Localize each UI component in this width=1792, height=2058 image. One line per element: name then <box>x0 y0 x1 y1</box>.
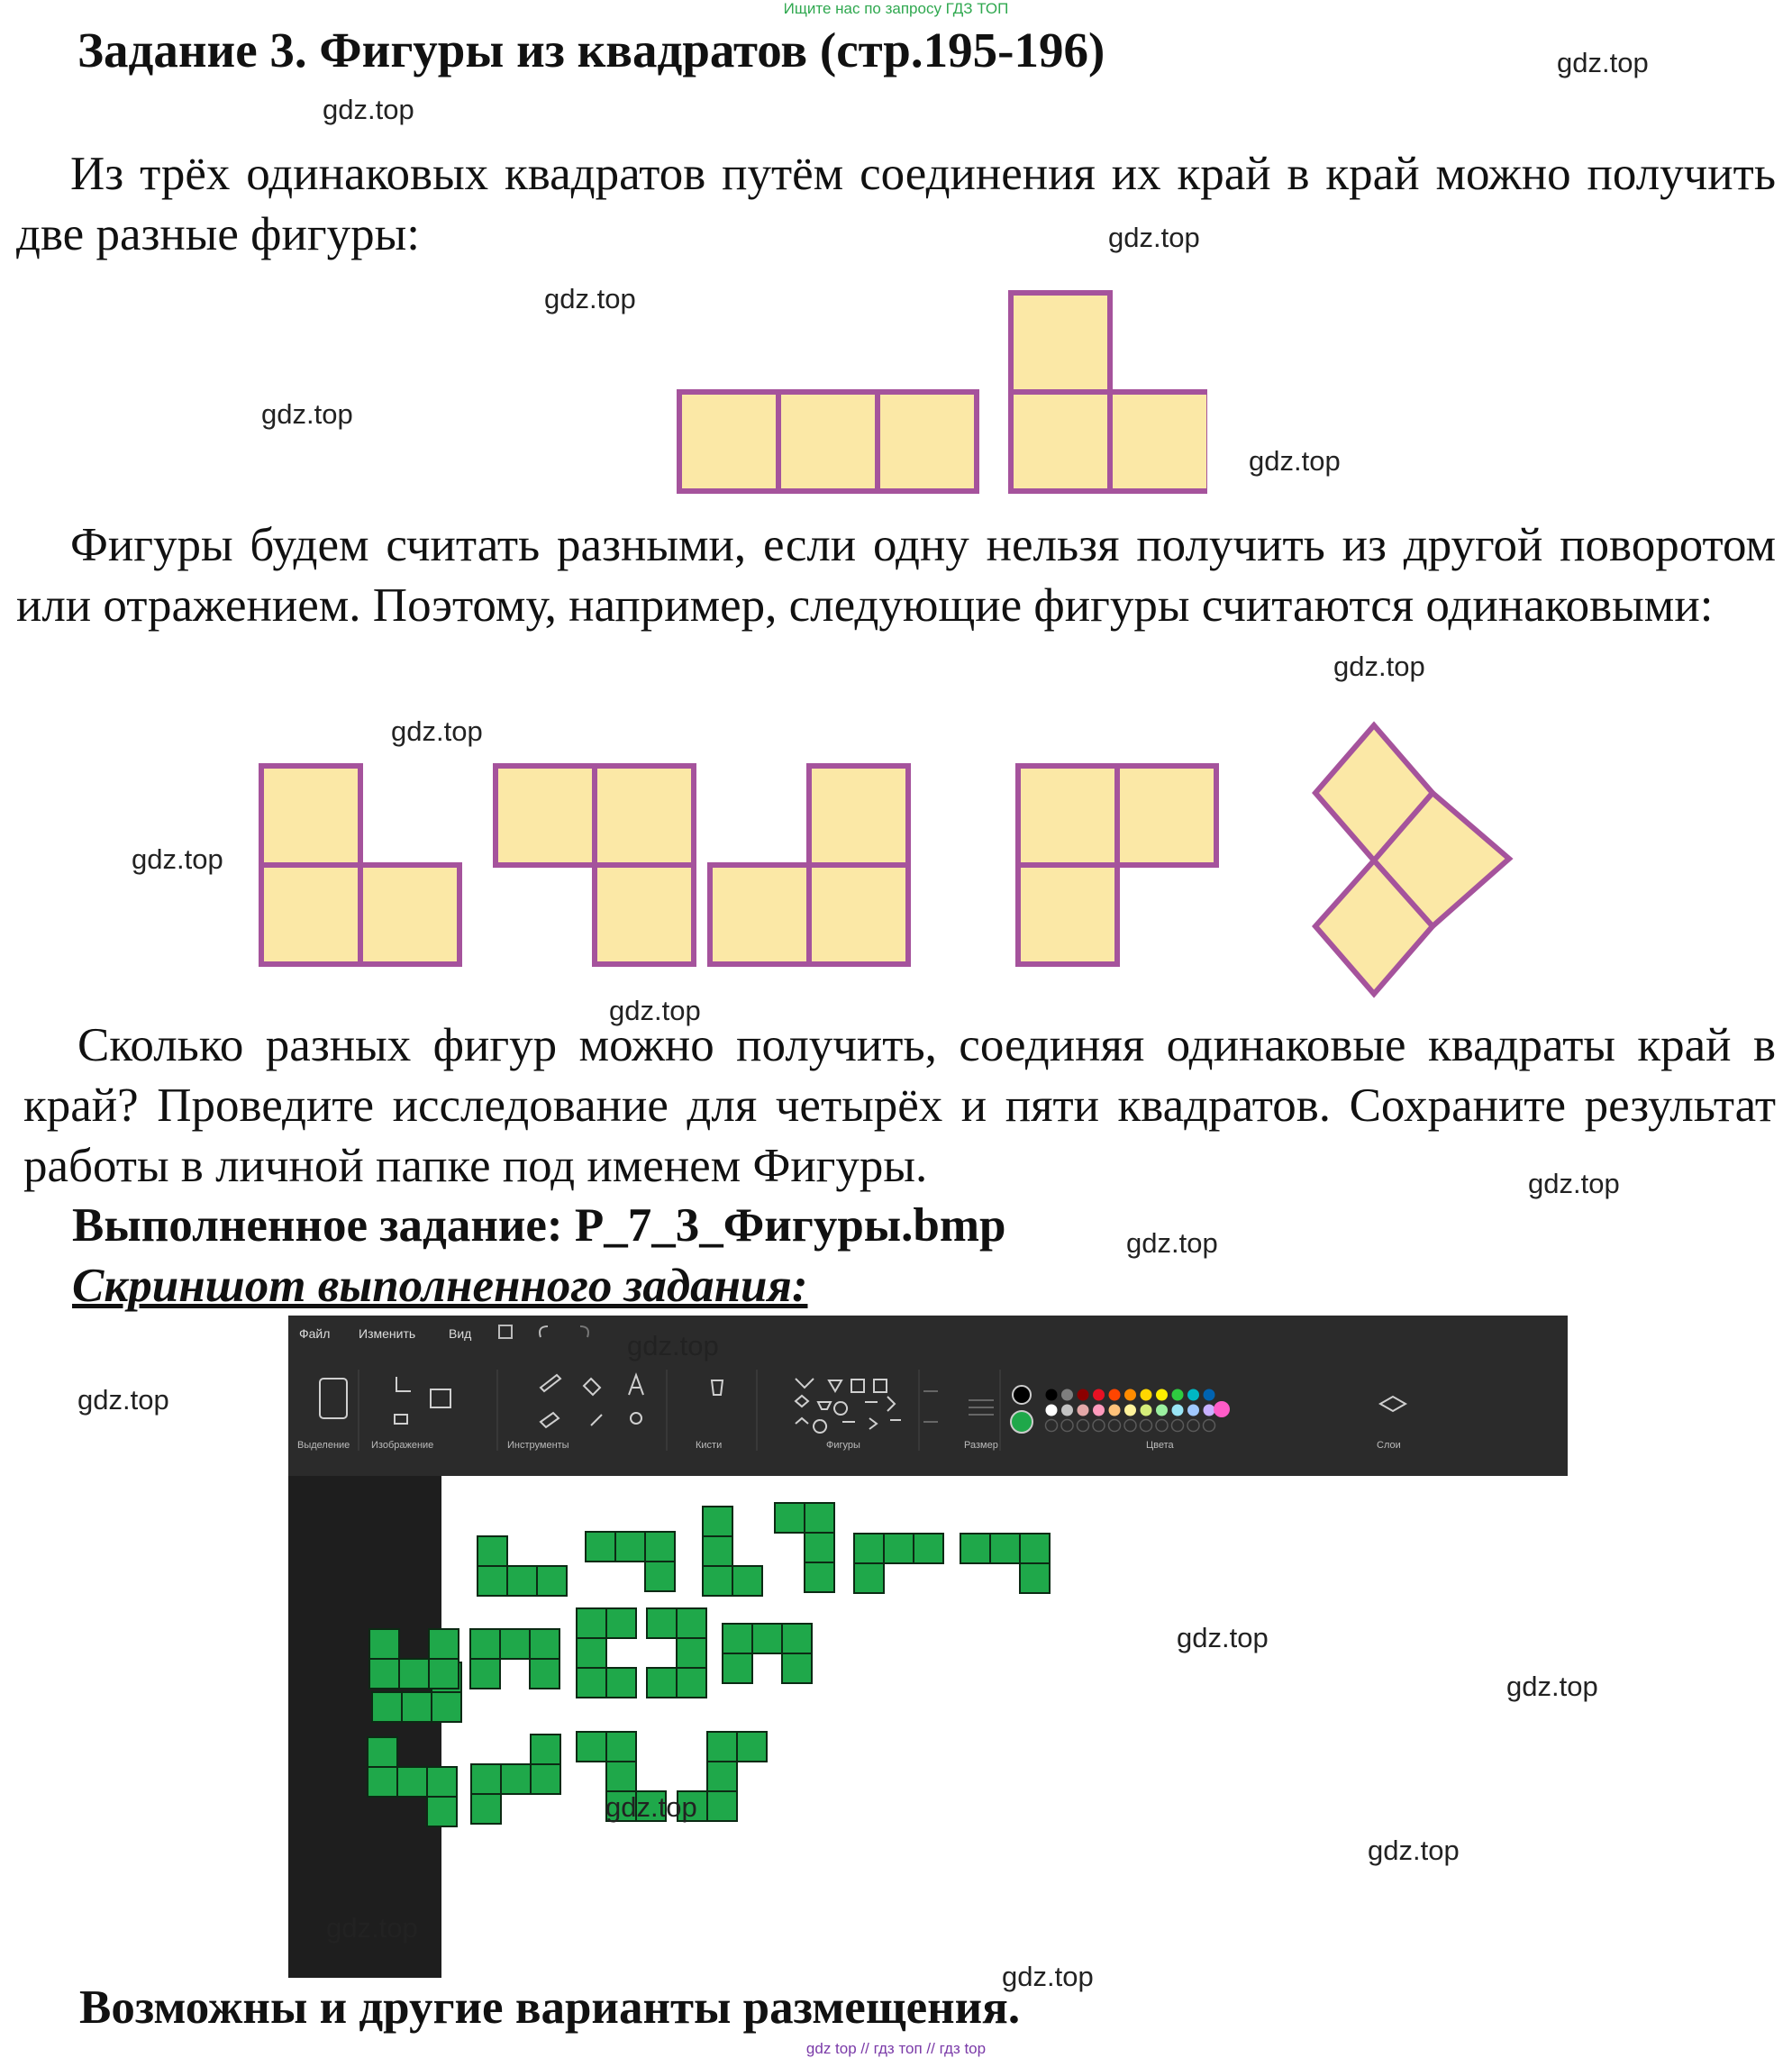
watermark: gdz.top <box>1249 445 1341 477</box>
square <box>261 766 360 865</box>
green-square <box>501 1764 531 1794</box>
green-square <box>703 1536 732 1566</box>
green-square <box>677 1638 706 1668</box>
green-square <box>432 1692 461 1722</box>
green-square <box>577 1608 606 1638</box>
green-square <box>537 1566 567 1596</box>
square <box>360 865 459 964</box>
green-square <box>606 1668 636 1698</box>
primary-color[interactable] <box>1013 1386 1031 1404</box>
square <box>778 392 878 491</box>
green-square <box>397 1767 427 1797</box>
paragraph-3: Сколько разных фигур можно получить, соединяя одинаковые квадраты край в край? Проведите исследование для четырёх и пяти квадратов. Сохраните результат работы в личной папке под именем Фигуры. <box>23 1019 1776 1192</box>
color-swatch[interactable] <box>1078 1389 1089 1401</box>
green-square <box>854 1534 884 1563</box>
color-swatch[interactable] <box>1061 1405 1073 1416</box>
green-square <box>914 1534 943 1563</box>
square <box>1011 392 1110 491</box>
square <box>496 766 595 865</box>
color-swatch[interactable] <box>1124 1405 1136 1416</box>
group-layers-label: Слои <box>1377 1440 1401 1451</box>
color-swatch[interactable] <box>1124 1389 1136 1401</box>
green-square <box>606 1762 636 1791</box>
color-swatch[interactable] <box>1093 1405 1105 1416</box>
header-note: Ищите нас по запросу ГДЗ ТОП <box>783 0 1009 17</box>
group-image-label: Изображение <box>371 1440 434 1451</box>
green-square <box>369 1659 399 1689</box>
watermark: gdz.top <box>391 715 483 747</box>
watermark: gdz.top <box>1002 1961 1094 1992</box>
color-swatch[interactable] <box>1061 1389 1073 1401</box>
green-square <box>707 1732 737 1762</box>
group-colors-label: Цвета <box>1146 1440 1174 1451</box>
green-square <box>960 1534 990 1563</box>
green-square <box>369 1629 399 1659</box>
green-square <box>429 1659 459 1689</box>
green-square <box>752 1624 782 1653</box>
green-square <box>732 1566 762 1596</box>
green-square <box>1020 1563 1050 1593</box>
paint-screenshot <box>288 1316 1568 1978</box>
color-swatch[interactable] <box>1078 1405 1089 1416</box>
watermark: gdz.top <box>627 1330 719 1361</box>
screenshot-label: Скриншот выполненного задания: <box>72 1260 808 1312</box>
green-square <box>500 1629 530 1659</box>
secondary-color[interactable] <box>1011 1411 1032 1433</box>
green-square <box>805 1562 834 1592</box>
green-square <box>707 1791 737 1821</box>
menu-edit[interactable]: Изменить <box>359 1326 416 1341</box>
watermark: gdz.top <box>1506 1671 1598 1702</box>
color-swatch[interactable] <box>1109 1405 1121 1416</box>
square <box>878 392 977 491</box>
green-square <box>677 1608 706 1638</box>
group-tools-label: Инструменты <box>507 1440 569 1451</box>
green-square <box>577 1732 606 1762</box>
watermark: gdz.top <box>1177 1622 1269 1653</box>
green-square <box>470 1629 500 1659</box>
green-square <box>427 1797 457 1826</box>
watermark: gdz.top <box>132 843 223 875</box>
green-square <box>531 1764 560 1794</box>
watermark: gdz.top <box>544 283 636 314</box>
paint-toolbar <box>288 1316 1568 1476</box>
green-square <box>478 1536 507 1566</box>
green-square <box>1020 1534 1050 1563</box>
green-square <box>470 1659 500 1689</box>
watermark: gdz.top <box>1368 1835 1460 1866</box>
figure-trominoes <box>667 284 1207 500</box>
square <box>1110 392 1207 491</box>
green-square <box>586 1532 615 1562</box>
color-swatch[interactable] <box>1204 1389 1215 1401</box>
green-square <box>854 1563 884 1593</box>
green-square <box>531 1735 560 1764</box>
green-square <box>577 1668 606 1698</box>
color-swatch[interactable] <box>1172 1405 1184 1416</box>
color-swatch[interactable] <box>1141 1405 1152 1416</box>
watermark: gdz.top <box>1126 1227 1218 1259</box>
green-square <box>782 1624 812 1653</box>
green-square <box>677 1668 706 1698</box>
green-square <box>471 1794 501 1824</box>
green-square <box>884 1534 914 1563</box>
watermark: gdz.top <box>609 995 701 1026</box>
green-square <box>647 1668 677 1698</box>
green-square <box>368 1767 397 1797</box>
color-swatch[interactable] <box>1046 1405 1058 1416</box>
green-square <box>805 1533 834 1562</box>
green-square <box>530 1659 559 1689</box>
watermark: gdz.top <box>605 1791 697 1823</box>
green-square <box>372 1692 402 1722</box>
footer-note: gdz top // гдз топ // гдз top <box>805 2040 987 2057</box>
square <box>809 865 908 964</box>
color-swatch[interactable] <box>1172 1389 1184 1401</box>
color-swatch[interactable] <box>1046 1389 1058 1401</box>
color-swatch[interactable] <box>1141 1389 1152 1401</box>
green-square <box>402 1692 432 1722</box>
watermark: gdz.top <box>326 1912 418 1944</box>
green-square <box>429 1629 459 1659</box>
green-square <box>723 1624 752 1653</box>
watermark: gdz.top <box>77 1384 169 1416</box>
menu-file[interactable]: Файл <box>299 1326 331 1341</box>
color-swatch[interactable] <box>1187 1405 1199 1416</box>
square <box>710 865 809 964</box>
green-square <box>805 1503 834 1533</box>
green-square <box>775 1503 805 1533</box>
watermark: gdz.top <box>323 94 414 125</box>
color-swatch[interactable] <box>1204 1405 1215 1416</box>
green-square <box>990 1534 1020 1563</box>
watermark: gdz.top <box>1333 651 1425 682</box>
edit-colors-icon[interactable] <box>1214 1401 1230 1417</box>
green-square <box>478 1566 507 1596</box>
green-square <box>427 1767 457 1797</box>
color-swatch[interactable] <box>1156 1405 1168 1416</box>
green-square <box>737 1732 767 1762</box>
watermark: gdz.top <box>1528 1168 1620 1199</box>
green-square <box>606 1732 636 1762</box>
color-swatch[interactable] <box>1093 1389 1105 1401</box>
green-square <box>606 1608 636 1638</box>
green-square <box>507 1566 537 1596</box>
square <box>809 766 908 865</box>
square <box>261 865 360 964</box>
square <box>1018 766 1117 865</box>
green-square <box>615 1532 645 1562</box>
green-square <box>471 1764 501 1794</box>
menu-view[interactable]: Вид <box>449 1326 472 1341</box>
color-swatch[interactable] <box>1187 1389 1199 1401</box>
green-square <box>707 1762 737 1791</box>
watermark: gdz.top <box>1108 222 1200 253</box>
page-title: Задание 3. Фигуры из квадратов (стр.195-196) <box>77 23 1105 77</box>
paint-side-panel <box>288 1476 441 1978</box>
green-square <box>368 1737 397 1767</box>
figure-equivalent-shapes <box>243 712 1604 1009</box>
square <box>1018 865 1117 964</box>
square <box>679 392 778 491</box>
green-square <box>399 1659 429 1689</box>
paragraph-2: Фигуры будем считать разными, если одну нельзя получить из другой поворотом или отражением. Поэтому, например, следующие фигуры считаются одинаковыми: <box>16 519 1776 632</box>
group-size-label: Размер <box>964 1440 998 1451</box>
completed-task-label: Выполненное задание: Р_7_3_Фигуры.bmp <box>72 1199 1006 1252</box>
group-selection-label: Выделение <box>297 1440 350 1451</box>
square <box>1117 766 1216 865</box>
group-brushes-label: Кисти <box>696 1440 723 1451</box>
watermark: gdz.top <box>1557 47 1649 78</box>
green-square <box>530 1629 559 1659</box>
green-square <box>703 1507 732 1536</box>
watermark: gdz.top <box>261 398 353 430</box>
square <box>1011 293 1110 392</box>
closing-note: Возможны и другие варианты размещения. <box>79 1981 1021 2034</box>
green-square <box>645 1532 675 1562</box>
green-square <box>577 1638 606 1668</box>
green-square <box>703 1566 732 1596</box>
square <box>595 766 694 865</box>
green-square <box>782 1653 812 1683</box>
color-swatch[interactable] <box>1109 1389 1121 1401</box>
green-square <box>723 1653 752 1683</box>
green-square <box>647 1608 677 1638</box>
color-swatch[interactable] <box>1156 1389 1168 1401</box>
group-shapes-label: Фигуры <box>826 1440 860 1451</box>
paragraph-1: Из трёх одинаковых квадратов путём соединения их край в край можно получить две разные фигуры: <box>16 148 1776 260</box>
square <box>595 865 694 964</box>
green-square <box>645 1562 675 1591</box>
